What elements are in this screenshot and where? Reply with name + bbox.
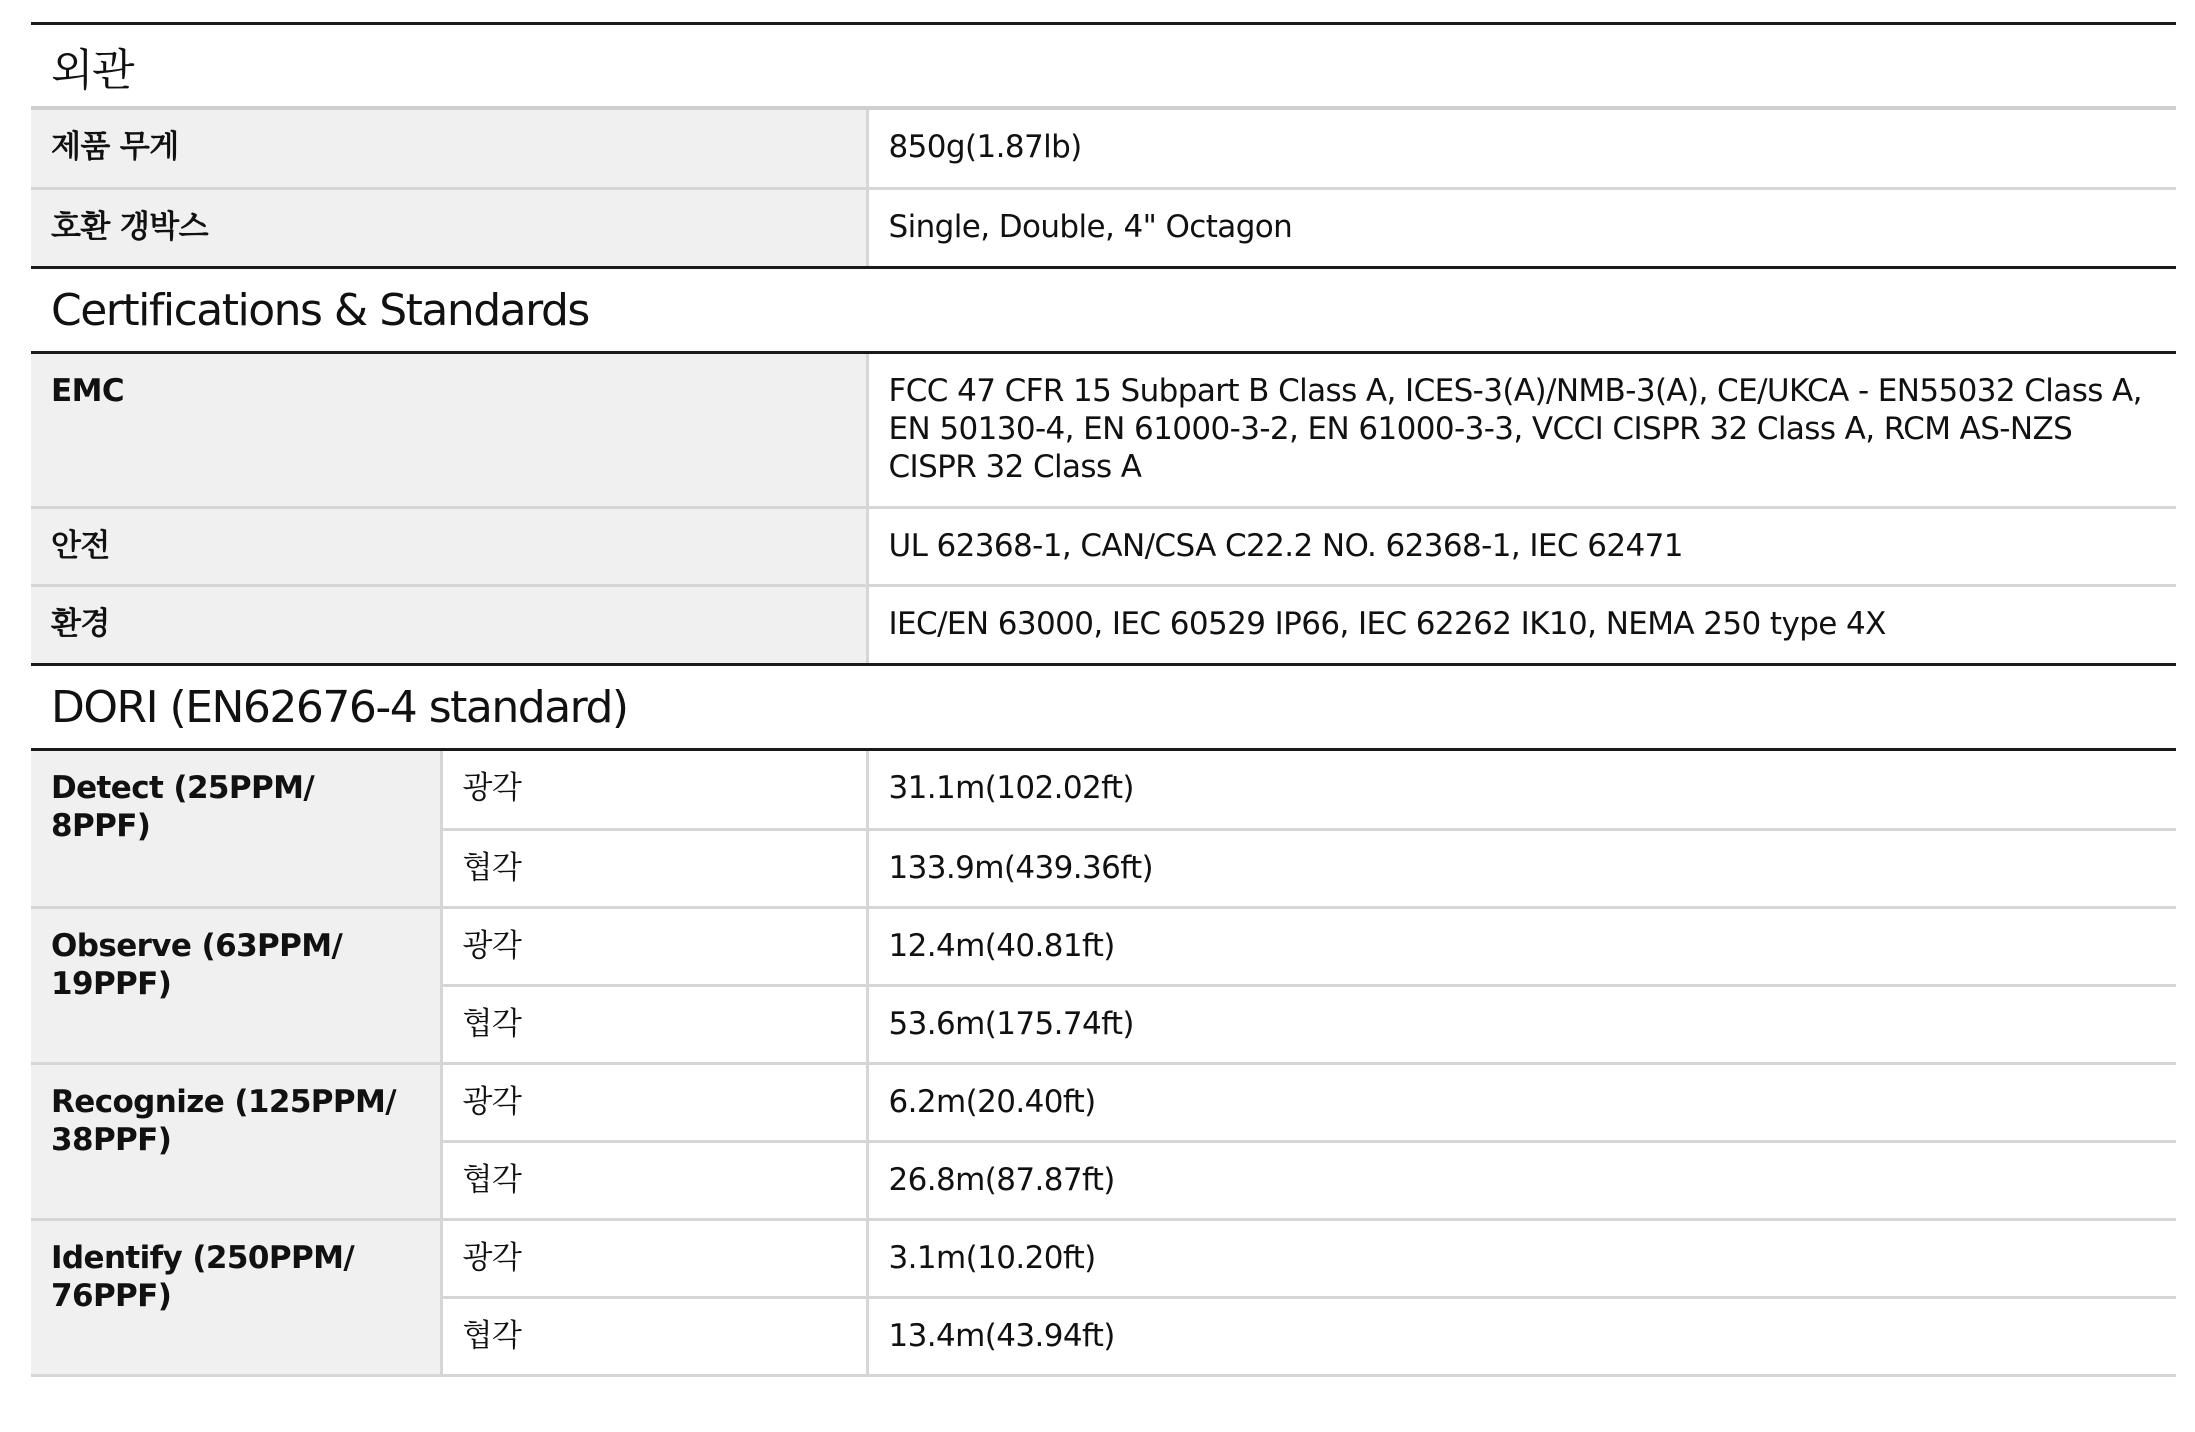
dori-sub-label: 협각 (441, 985, 867, 1063)
dori-value: 13.4m(43.94ft) (867, 1297, 2176, 1375)
section-title-dori: DORI (EN62676-4 standard) (31, 663, 2176, 751)
dori-value: 31.1m(102.02ft) (867, 751, 2176, 829)
row-label: 제품 무게 (31, 110, 867, 188)
row-value: Single, Double, 4" Octagon (867, 188, 2176, 266)
dori-sub-label: 광각 (441, 1063, 867, 1141)
dori-sub-label: 광각 (441, 1219, 867, 1297)
dori-value: 6.2m(20.40ft) (867, 1063, 2176, 1141)
row-value: FCC 47 CFR 15 Subpart B Class A, ICES-3(A)/NMB-3(A), CE/UKCA - EN55032 Class A, EN 50130-4, EN 61000-3-2, EN 61000-3-3, VCCI CISPR 32 Class A, RCM AS-NZS CISPR 32 Class A (867, 354, 2176, 507)
row-label: 환경 (31, 585, 867, 663)
row-value: 850g(1.87lb) (867, 110, 2176, 188)
section-title-appearance: 외관 (31, 22, 2176, 110)
row-label: 호환 갱박스 (31, 188, 867, 266)
dori-value: 26.8m(87.87ft) (867, 1141, 2176, 1219)
spec-sheet (31, 22, 2176, 1377)
dori-sub-label: 협각 (441, 1297, 867, 1375)
dori-group-label: Detect (25PPM/ 8PPF) (31, 751, 441, 907)
dori-group-label: Observe (63PPM/ 19PPF) (31, 907, 441, 1063)
table-row (31, 585, 2176, 663)
certifications-table (31, 354, 2176, 663)
table-row (31, 1063, 2176, 1141)
table-row (31, 751, 2176, 829)
dori-sub-label: 광각 (441, 751, 867, 829)
table-row (31, 188, 2176, 266)
row-value: UL 62368-1, CAN/CSA C22.2 NO. 62368-1, IEC 62471 (867, 507, 2176, 585)
dori-value: 12.4m(40.81ft) (867, 907, 2176, 985)
table-row (31, 110, 2176, 188)
row-value: IEC/EN 63000, IEC 60529 IP66, IEC 62262 IK10, NEMA 250 type 4X (867, 585, 2176, 663)
dori-value: 53.6m(175.74ft) (867, 985, 2176, 1063)
row-label: 안전 (31, 507, 867, 585)
dori-value: 3.1m(10.20ft) (867, 1219, 2176, 1297)
table-row (31, 507, 2176, 585)
dori-table (31, 751, 2176, 1377)
dori-sub-label: 광각 (441, 907, 867, 985)
dori-sub-label: 협각 (441, 829, 867, 907)
dori-sub-label: 협각 (441, 1141, 867, 1219)
row-label: EMC (31, 354, 867, 507)
appearance-table (31, 110, 2176, 266)
dori-group-label: Recognize (125PPM/ 38PPF) (31, 1063, 441, 1219)
dori-group-label: Identify (250PPM/ 76PPF) (31, 1219, 441, 1375)
dori-value: 133.9m(439.36ft) (867, 829, 2176, 907)
section-title-certifications: Certifications & Standards (31, 266, 2176, 354)
table-row (31, 907, 2176, 985)
table-row (31, 354, 2176, 507)
table-row (31, 1219, 2176, 1297)
